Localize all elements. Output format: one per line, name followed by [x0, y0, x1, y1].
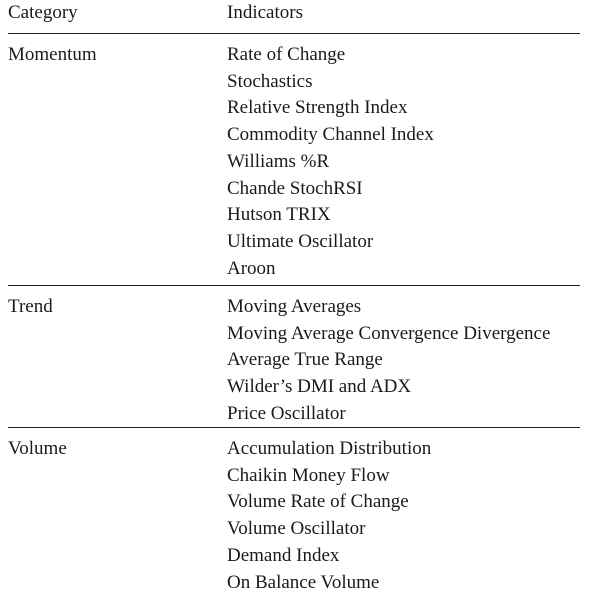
indicator-item: Rate of Change — [227, 44, 346, 65]
table-header — [8, 0, 580, 34]
indicator-item: On Balance Volume — [227, 571, 380, 593]
indicator-item: Moving Average Convergence Divergence — [227, 322, 551, 344]
indicator-item: Volume Rate of Change — [227, 491, 409, 513]
indicator-list — [227, 42, 434, 282]
indicator-item: Accumulation Distribution — [227, 438, 432, 459]
indicator-item: Stochastics — [227, 70, 313, 92]
indicator-item: Volume Oscillator — [227, 518, 366, 540]
category-label: Trend — [8, 296, 53, 317]
indicator-item: Relative Strength Index — [227, 97, 408, 119]
indicator-list — [227, 294, 550, 428]
indicator-item: Wilder’s DMI and ADX — [227, 376, 412, 398]
category-label: Volume — [8, 438, 67, 459]
indicator-item: Chaikin Money Flow — [227, 464, 390, 486]
group-trend — [8, 286, 580, 428]
group-momentum — [8, 34, 580, 286]
indicator-item: Commodity Channel Index — [227, 124, 434, 146]
indicator-item: Chande StochRSI — [227, 177, 363, 199]
indicator-item: Aroon — [227, 257, 276, 279]
header-indicators: Indicators — [227, 2, 303, 23]
indicator-table — [8, 0, 580, 608]
indicator-list — [227, 436, 431, 596]
indicator-item: Moving Averages — [227, 296, 362, 317]
indicator-item: Williams %R — [227, 150, 330, 172]
category-label: Momentum — [8, 44, 97, 65]
group-volume — [8, 428, 580, 608]
indicator-item: Price Oscillator — [227, 402, 346, 424]
indicator-item: Demand Index — [227, 544, 340, 566]
header-category: Category — [8, 2, 78, 23]
indicator-item: Average True Range — [227, 349, 383, 371]
indicator-item: Ultimate Oscillator — [227, 230, 374, 252]
indicator-item: Hutson TRIX — [227, 204, 331, 226]
